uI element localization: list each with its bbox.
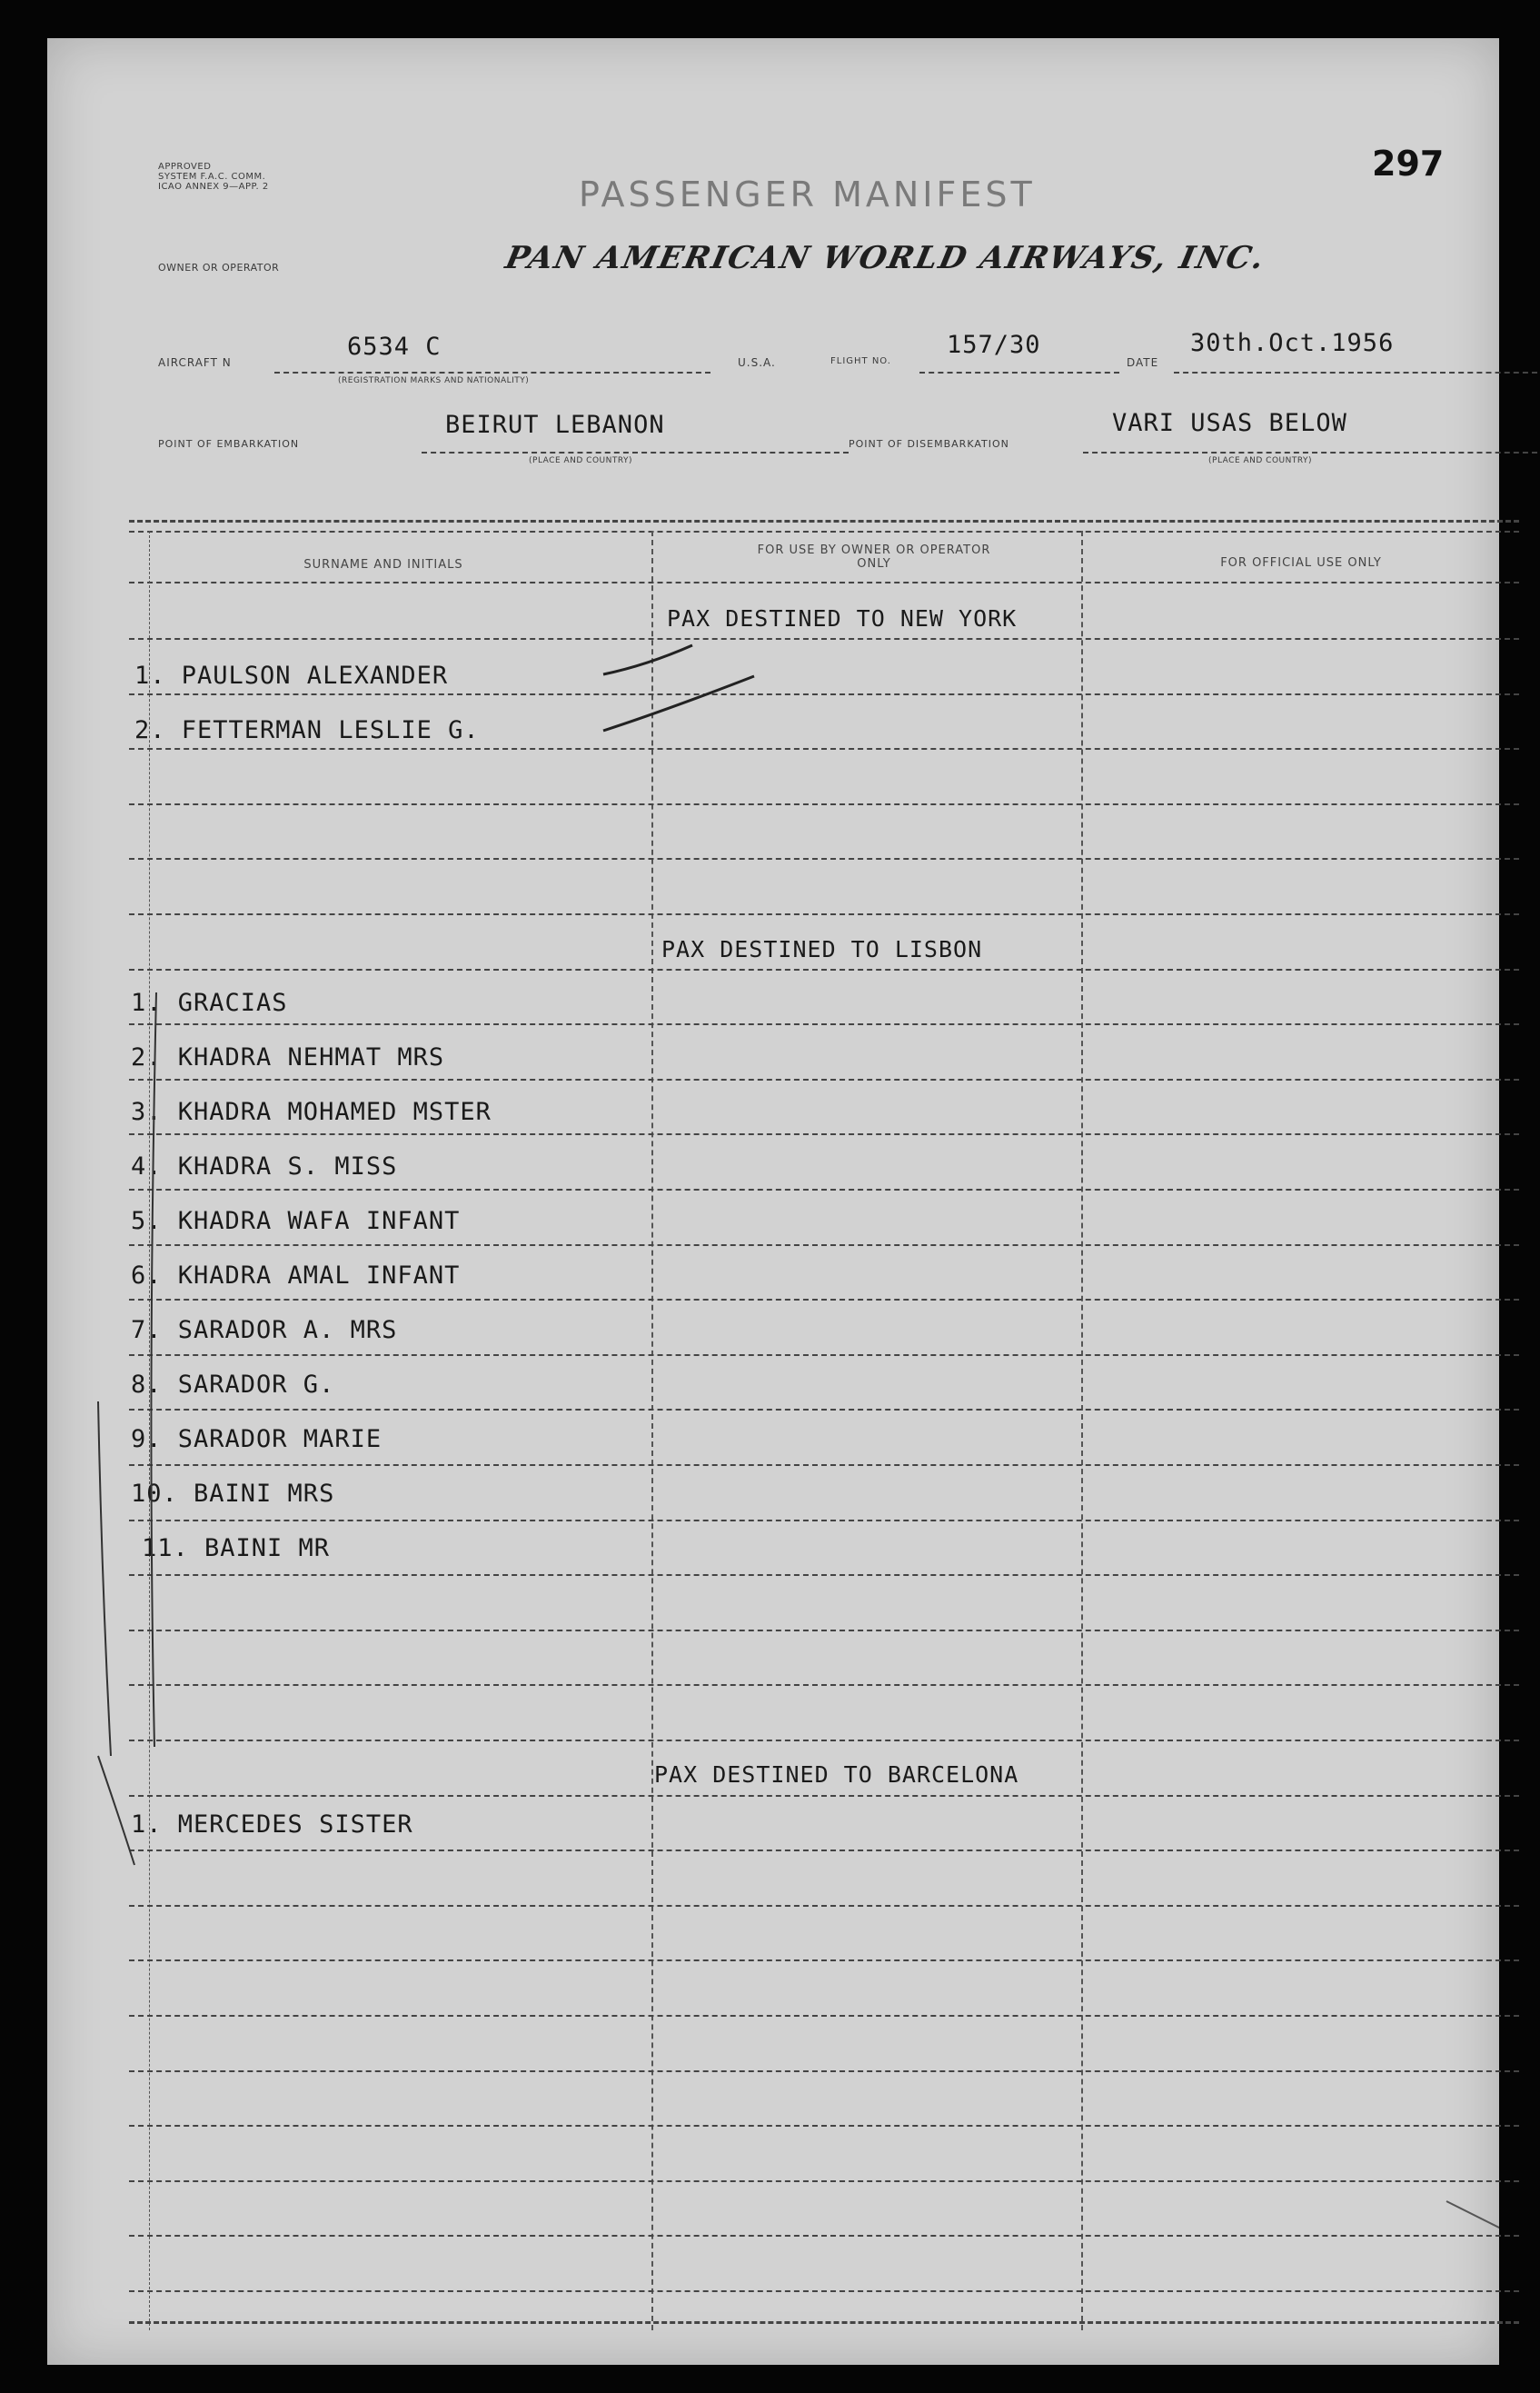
- date-label: DATE: [1127, 356, 1159, 369]
- approval-line: SYSTEM F.A.C. COMM.: [158, 172, 266, 182]
- aircraft-label: AIRCRAFT N: [158, 356, 232, 369]
- passenger-row: 10. BAINI MRS: [131, 1480, 335, 1508]
- embarkation-value: BEIRUT LEBANON: [445, 411, 665, 439]
- passenger-row: 8. SARADOR G.: [131, 1371, 335, 1399]
- passenger-row: 3. KHADRA MOHAMED MSTER: [131, 1098, 492, 1126]
- passenger-row: 5. KHADRA WAFA INFANT: [131, 1207, 461, 1235]
- column-surname: SURNAME AND INITIALS: [303, 558, 463, 572]
- group-heading-new-york: PAX DESTINED TO NEW YORK: [667, 605, 1018, 632]
- manifest-sheet: [47, 38, 1499, 2365]
- group-heading-barcelona: PAX DESTINED TO BARCELONA: [654, 1761, 1019, 1788]
- disembarkation-label: POINT OF DISEMBARKATION: [849, 438, 1009, 450]
- passenger-row: 6. KHADRA AMAL INFANT: [131, 1261, 461, 1290]
- column-official: FOR OFFICIAL USE ONLY: [1220, 556, 1382, 570]
- embarkation-caption: (PLACE AND COUNTRY): [529, 456, 633, 465]
- passenger-row: 9. SARADOR MARIE: [131, 1425, 383, 1453]
- aircraft-caption: (REGISTRATION MARKS AND NATIONALITY): [338, 376, 530, 385]
- approval-line: APPROVED: [158, 162, 212, 172]
- approval-line: ICAO ANNEX 9—APP. 2: [158, 182, 269, 192]
- passenger-row: 1. PAULSON ALEXANDER: [134, 662, 449, 690]
- page-number: 297: [1372, 144, 1445, 184]
- disembarkation-value: VARI USAS BELOW: [1112, 409, 1347, 437]
- flight-label: FLIGHT NO.: [830, 356, 891, 366]
- form-title: PASSENGER MANIFEST: [579, 174, 1036, 214]
- passenger-row: 1. MERCEDES SISTER: [131, 1810, 413, 1839]
- passenger-row: 1. GRACIAS: [131, 989, 288, 1017]
- nationality-label: U.S.A.: [738, 356, 776, 369]
- aircraft-value: 6534 C: [347, 333, 442, 361]
- group-heading-lisbon: PAX DESTINED TO LISBON: [661, 936, 983, 962]
- operator-name: PAN AMERICAN WORLD AIRWAYS, INC.: [502, 240, 1269, 276]
- disembarkation-caption: (PLACE AND COUNTRY): [1208, 456, 1313, 465]
- passenger-row: 2. FETTERMAN LESLIE G.: [134, 716, 480, 744]
- pencil-marks: [47, 38, 1499, 2365]
- column-operator-text: FOR USE BY OWNER OR OPERATOR ONLY: [757, 543, 991, 571]
- passenger-row: 7. SARADOR A. MRS: [131, 1316, 398, 1344]
- passenger-row: 4. KHADRA S. MISS: [131, 1152, 398, 1181]
- passenger-row: 2. KHADRA NEHMAT MRS: [131, 1043, 445, 1072]
- date-value: 30th.Oct.1956: [1190, 329, 1395, 357]
- owner-label: OWNER OR OPERATOR: [158, 262, 280, 274]
- embarkation-label: POINT OF EMBARKATION: [158, 438, 300, 450]
- passenger-row: 11. BAINI MR: [142, 1534, 331, 1562]
- flight-value: 157/30: [947, 331, 1041, 359]
